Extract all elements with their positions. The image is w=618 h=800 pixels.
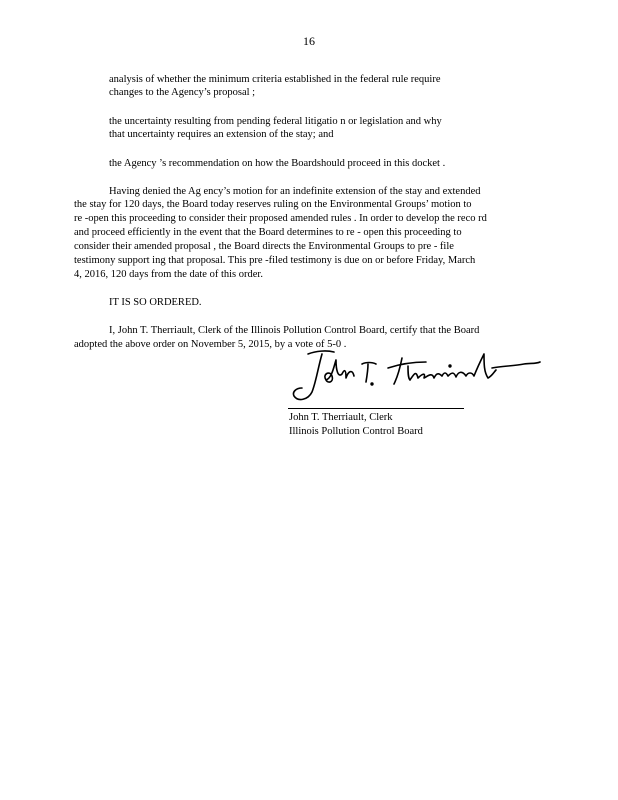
clerk-board-name: Illinois Pollution Control Board <box>289 426 423 437</box>
list-item-2-line-1: the uncertainty resulting from pending federal litigatio n or legislation and why <box>109 116 442 127</box>
list-item-1-line-2: changes to the Agency’s proposal ; <box>109 87 256 98</box>
list-item-3-line-1: the Agency ’s recommendation on how the Boardshould proceed in this docket . <box>109 158 446 169</box>
list-item-2-line-2: that uncertainty requires an extension of the stay; and <box>109 129 334 140</box>
page-number: 16 <box>303 34 315 48</box>
clerk-name-title: John T. Therriault, Clerk <box>289 412 393 423</box>
order-paragraph-line-5: consider their amended proposal , the Board directs the Environmental Groups to pre - file <box>74 241 454 252</box>
list-item-1-line-1: analysis of whether the minimum criteria established in the federal rule require <box>109 74 441 85</box>
order-paragraph-line-3: re -open this proceeding to consider their proposed amended rules . In order to develop the reco rd <box>74 213 487 224</box>
certification-line-1: I, John T. Therriault, Clerk of the Illinois Pollution Control Board, certify that the Board <box>109 325 480 336</box>
order-paragraph-line-2: the stay for 120 days, the Board today reserves ruling on the Environmental Groups’ motion to <box>74 199 472 210</box>
clerk-signature <box>288 344 548 406</box>
order-paragraph-line-7: 4, 2016, 120 days from the date of this order. <box>74 269 263 280</box>
so-ordered-line: IT IS SO ORDERED. <box>109 297 202 308</box>
certification-line-2: adopted the above order on November 5, 2015, by a vote of 5-0 . <box>74 339 347 350</box>
order-paragraph-line-4: and proceed efficiently in the event that the Board determines to re - open this proceeding to <box>74 227 462 238</box>
signature-rule <box>288 408 464 409</box>
order-paragraph-line-1: Having denied the Ag ency’s motion for an indefinite extension of the stay and extended <box>109 186 481 197</box>
order-paragraph-line-6: testimony support ing that proposal. This pre -filed testimony is due on or before Friday, March <box>74 255 476 266</box>
